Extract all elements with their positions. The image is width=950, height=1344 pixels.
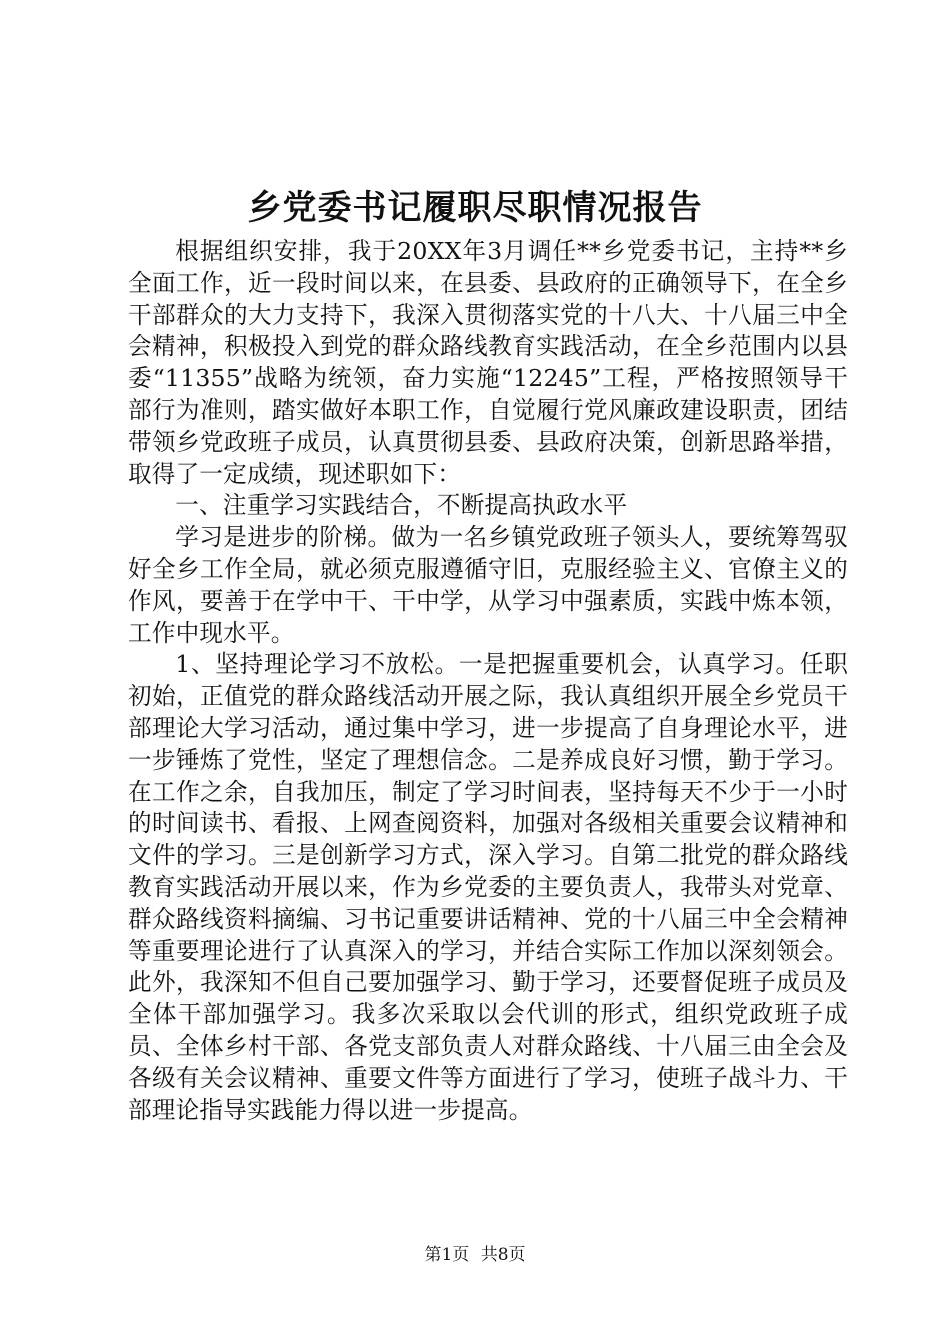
document-title: 乡党委书记履职尽职情况报告 <box>247 188 703 228</box>
document-body <box>128 236 848 1126</box>
page-number: 第1页 <box>424 1245 470 1265</box>
paragraph-intro: 根据组织安排，我于20XX年3月调任**乡党委书记，主持**乡全面工作，近一段时间以来，在县委、县政府的正确领导下，在全乡干部群众的大力支持下，我深入贯彻落实党的十八大、十八届三中全会精神，积极投入到党的群众路线教育实践活动，在全乡范围内以县委“11355”战略为统领，奋力实施“12245”工程，严格按照领导干部行为准则，踏实做好本职工作，自觉履行党风廉政建设职责，团结带领乡党政班子成员，认真贯彻县委、县政府决策，创新思路举措，取得了一定成绩，现述职如下： <box>128 237 848 488</box>
section-heading: 一、注重学习实践结合，不断提高执政水平 <box>175 491 628 520</box>
page-footer <box>0 1243 950 1267</box>
page-total: 共8页 <box>480 1245 526 1265</box>
paragraph-theory-study: 1、坚持理论学习不放松。一是把握重要机会，认真学习。任职初始，正值党的群众路线活动开展之际，我认真组织开展全乡党员干部理论大学习活动，通过集中学习，进一步提高了自身理论水平，进一步锤炼了党性，坚定了理想信念。二是养成良好习惯，勤于学习。在工作之余，自我加压，制定了学习时间表，坚持每天不少于一小时的时间读书、看报、上网查阅资料，加强对各级相关重要会议精神和文件的学习。三是创新学习方式，深入学习。自第二批党的群众路线教育实践活动开展以来，作为乡党委的主要负责人，我带头对党章、群众路线资料摘编、习书记重要讲话精神、党的十八届三中全会精神等重要理论进行了认真深入的学习，并结合实际工作加以深刻领会。此外，我深知不但自己要加强学习、勤于学习，还要督促班子成员及全体干部加强学习。我多次采取以会代训的形式，组织党政班子成员、全体乡村干部、各党支部负责人对群众路线、十八届三由全会及各级有关会议精神、重要文件等方面进行了学习，使班子战斗力、干部理论指导实践能力得以进一步提高。 <box>128 650 848 1124</box>
paragraph-learning: 学习是进步的阶梯。做为一名乡镇党政班子领头人，要统筹驾驭好全乡工作全局，就必须克服遵循守旧，克服经验主义、官僚主义的作风，要善于在学中干、干中学，从学习中强素质，实践中炼本领，工作中现水平。 <box>128 523 848 647</box>
